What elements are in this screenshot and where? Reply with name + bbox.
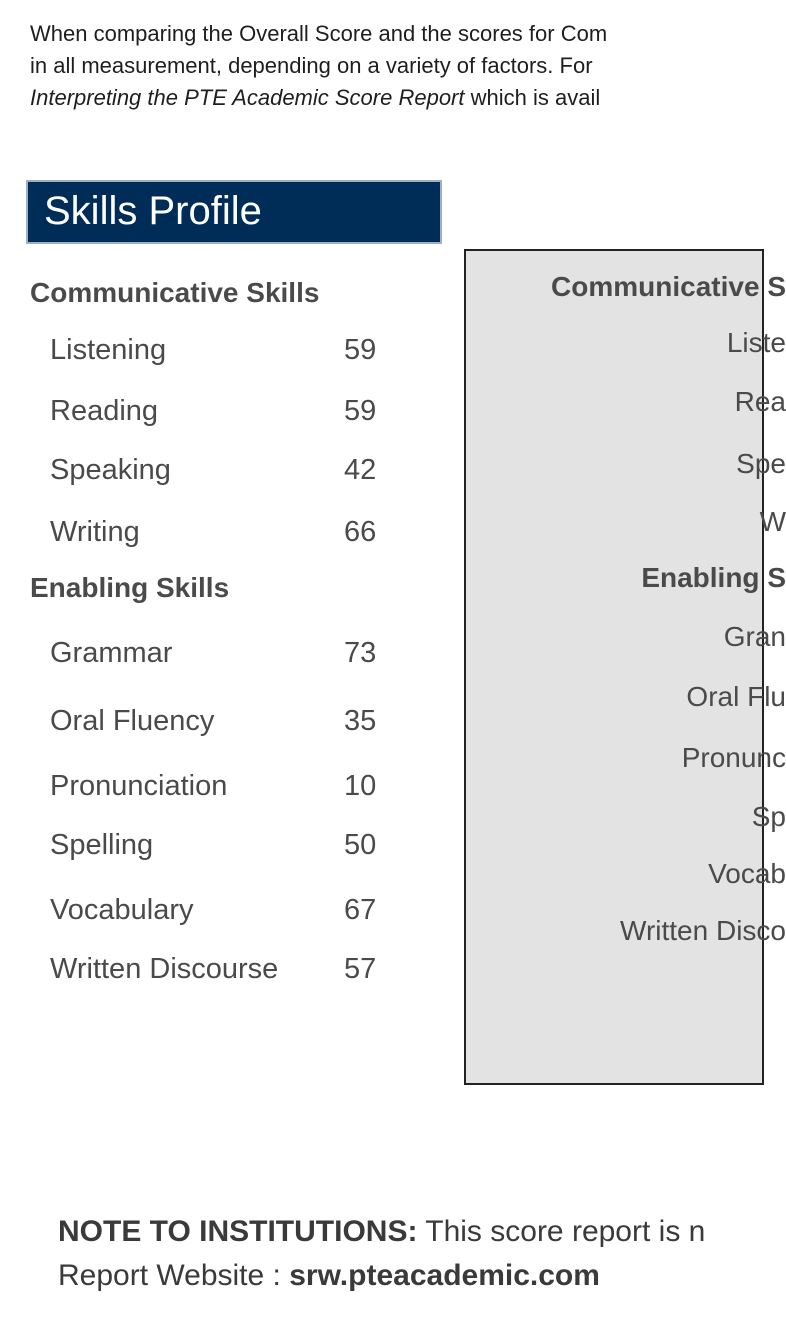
intro-line-3 xyxy=(30,82,750,114)
graph-label-vocabulary: Vocab xyxy=(708,858,786,889)
report-guide-title: Interpreting the PTE Academic Score Report xyxy=(30,85,465,110)
skill-score: 67 xyxy=(344,894,377,926)
skill-name: Reading xyxy=(50,395,159,427)
skill-score: 59 xyxy=(344,334,377,366)
skill-row-pronunciation xyxy=(50,770,390,810)
intro-line-3-rest: which is avail xyxy=(464,85,601,110)
skills-profile-title: Skills Profile xyxy=(26,180,442,244)
note-to-institutions xyxy=(58,1210,750,1298)
skill-row-reading xyxy=(50,395,390,435)
graph-label-written-discourse: Written Disco xyxy=(620,915,786,946)
skill-name: Listening xyxy=(50,334,167,366)
graph-label-oral-fluency: Oral Flu xyxy=(686,681,786,712)
skill-row-oral-fluency xyxy=(50,705,390,745)
graph-label-pronunciation: Pronunc xyxy=(681,742,786,773)
graph-label-speaking: Spe xyxy=(736,448,786,479)
skill-row-vocabulary xyxy=(50,894,390,934)
note-label: NOTE TO INSTITUTIONS: xyxy=(58,1215,418,1248)
skill-score: 57 xyxy=(344,953,377,985)
skill-score: 59 xyxy=(344,395,377,427)
skill-name: Grammar xyxy=(50,637,173,669)
graph-label-writing: W xyxy=(759,506,786,537)
graph-enabling-label: Enabling S xyxy=(641,562,786,593)
skill-score: 73 xyxy=(344,637,377,669)
website-link[interactable]: srw.pteacademic.com xyxy=(289,1259,600,1292)
graph-communicative-label: Communicative S xyxy=(551,271,786,302)
graph-label-reading: Rea xyxy=(734,386,786,417)
skill-row-written-discourse xyxy=(50,953,390,993)
skill-name: Vocabulary xyxy=(50,894,194,926)
skill-name: Spelling xyxy=(50,829,154,861)
note-text: This score report is n xyxy=(417,1215,706,1248)
skill-row-speaking xyxy=(50,454,390,494)
graph-label-listening: Liste xyxy=(726,327,786,358)
website-label: Report Website : xyxy=(58,1259,290,1292)
skill-score: 66 xyxy=(344,516,377,548)
skill-name: Speaking xyxy=(50,454,171,486)
skill-row-spelling xyxy=(50,829,390,869)
skill-name: Pronunciation xyxy=(50,770,228,802)
skill-name: Oral Fluency xyxy=(50,705,215,737)
skill-score: 50 xyxy=(344,829,377,861)
communicative-skills-label: Communicative Skills xyxy=(30,277,320,308)
note-line-2 xyxy=(58,1254,750,1298)
graph-label-grammar: Gran xyxy=(723,621,786,652)
graph-label-spelling: Sp xyxy=(751,801,786,832)
skill-row-listening xyxy=(50,334,390,374)
note-line-1 xyxy=(58,1210,750,1254)
enabling-skills-label: Enabling Skills xyxy=(30,572,230,603)
score-graph-panel xyxy=(464,249,786,1085)
intro-line-2: in all measurement, depending on a variety of factors. For xyxy=(30,53,593,78)
skill-score: 42 xyxy=(344,454,377,486)
skill-score: 10 xyxy=(344,770,377,802)
intro-paragraph xyxy=(30,18,750,114)
skill-score: 35 xyxy=(344,705,377,737)
skill-row-grammar xyxy=(50,637,390,677)
intro-line-1: When comparing the Overall Score and the scores for Com xyxy=(30,21,608,46)
skill-name: Written Discourse xyxy=(50,953,279,985)
skill-name: Writing xyxy=(50,516,140,548)
skill-row-writing xyxy=(50,516,390,556)
